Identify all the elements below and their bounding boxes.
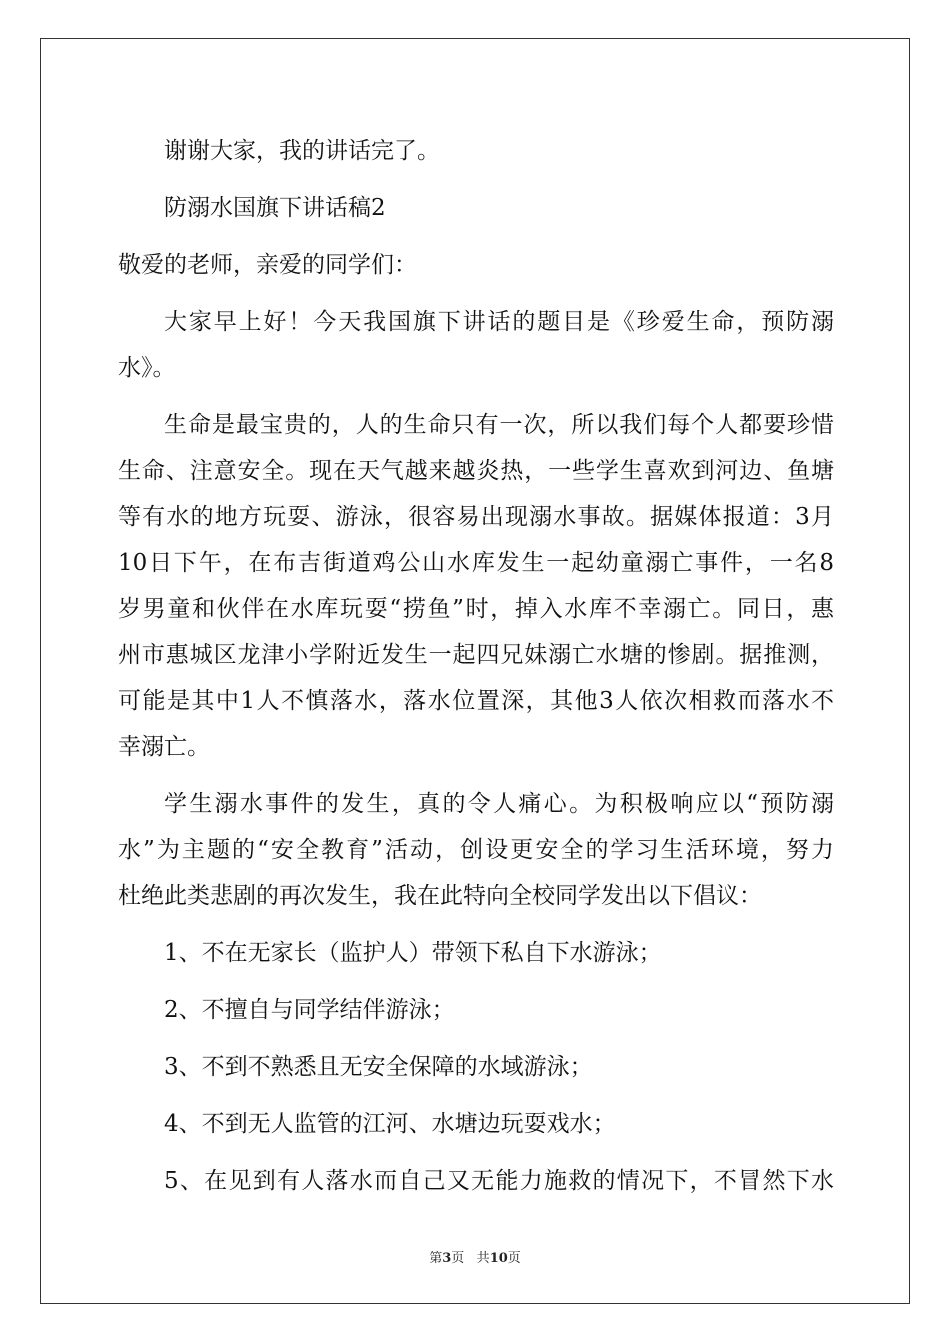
paragraph <box>118 930 834 976</box>
text-line: 州市惠城区龙津小学附近发生一起四兄妹溺亡水塘的惨剧。据推测， <box>118 642 834 668</box>
text-line: 学生溺水事件的发生，真的令人痛心。为积极响应以“预防溺 <box>164 791 834 817</box>
paragraph <box>118 987 834 1033</box>
footer-page-prefix: 第 <box>429 1251 443 1266</box>
paragraph <box>118 1101 834 1147</box>
paragraph <box>118 299 834 391</box>
text-line: 谢谢大家，我的讲话完了。 <box>164 138 440 164</box>
text-line: 敬爱的老师，亲爱的同学们： <box>118 252 417 278</box>
text-line: 幸溺亡。 <box>118 734 210 760</box>
text-line: 10日下午，在布吉街道鸡公山水库发生一起幼童溺亡事件，一名8 <box>118 550 834 576</box>
text-line: 2、不擅自与同学结伴游泳； <box>164 997 455 1023</box>
paragraph <box>118 128 834 174</box>
footer-page-number: 3 <box>442 1251 452 1266</box>
text-line: 3、不到不熟悉且无安全保障的水域游泳； <box>164 1054 593 1080</box>
text-line: 水”为主题的“安全教育”活动，创设更安全的学习生活环境，努力 <box>118 837 834 863</box>
text-line: 大家早上好！今天我国旗下讲话的题目是《珍爱生命，预防溺 <box>164 309 834 335</box>
text-line: 4、不到无人监管的江河、水塘边玩耍戏水； <box>164 1111 616 1137</box>
footer-page-suffix: 页 <box>451 1251 465 1266</box>
page-footer <box>0 1247 950 1266</box>
footer-total-pages: 10 <box>489 1251 508 1266</box>
document-body <box>118 128 834 1204</box>
paragraph <box>118 185 834 231</box>
text-line: 岁男童和伙伴在水库玩耍“捞鱼”时，掉入水库不幸溺亡。同日，惠 <box>118 596 834 622</box>
paragraph <box>118 402 834 770</box>
paragraph <box>118 781 834 919</box>
footer-total-prefix: 共 <box>476 1251 490 1266</box>
text-line: 杜绝此类悲剧的再次发生，我在此特向全校同学发出以下倡议： <box>118 883 762 909</box>
text-line: 生命、注意安全。现在天气越来越炎热，一些学生喜欢到河边、鱼塘 <box>118 458 834 484</box>
text-line: 水》。 <box>118 355 176 381</box>
paragraph <box>118 242 834 288</box>
text-line: 可能是其中1人不慎落水，落水位置深，其他3人依次相救而落水不 <box>118 688 834 714</box>
text-line: 等有水的地方玩耍、游泳，很容易出现溺水事故。据媒体报道：3月 <box>118 504 834 530</box>
footer-total-suffix: 页 <box>507 1251 521 1266</box>
paragraph <box>118 1044 834 1090</box>
text-line: 防溺水国旗下讲话稿2 <box>164 195 386 221</box>
text-line: 1、不在无家长（监护人）带领下私自下水游泳； <box>164 940 662 966</box>
text-line: 5、在见到有人落水而自己又无能力施救的情况下，不冒然下水 <box>164 1168 834 1194</box>
text-line: 生命是最宝贵的，人的生命只有一次，所以我们每个人都要珍惜 <box>164 412 834 438</box>
paragraph <box>118 1158 834 1204</box>
